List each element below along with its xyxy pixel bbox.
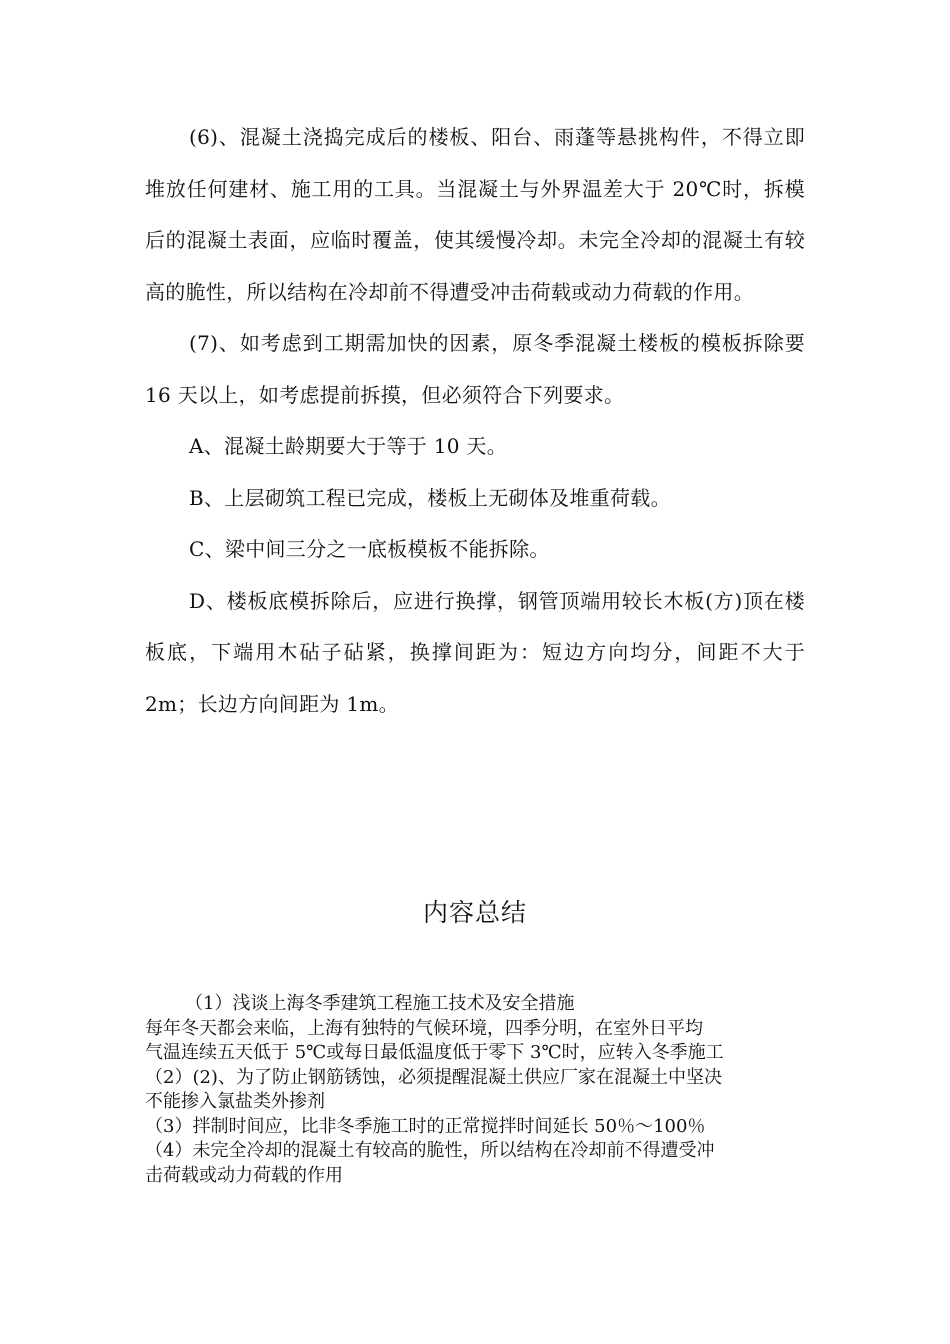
summary-title: 内容总结 <box>422 898 527 927</box>
summary-line: 不能掺入氯盐类外掺剂 <box>145 1091 325 1112</box>
requirement-d: D、楼板底模拆除后，应进行换撑，钢管顶端用较长木板(方)顶在楼板底，下端用木砧子砧紧，换撑间距为：短边方向均分，间距不大于 2m；长边方向间距为 1m。 <box>145 588 805 716</box>
requirement-a: A、混凝土龄期要大于等于 10 天。 <box>189 434 508 458</box>
summary-line: 气温连续五天低于 5℃或每日最低温度低于零下 3℃时，应转入冬季施工 <box>145 1042 724 1063</box>
summary-line: （4）未完全冷却的混凝土有较高的脆性，所以结构在冷却前不得遭受冲 <box>145 1140 715 1161</box>
paragraph-6: (6)、混凝土浇捣完成后的楼板、阳台、雨蓬等悬挑构件，不得立即堆放任何建材、施工用的工具。当混凝土与外界温差大于 20℃时，拆模后的混凝土表面，应临时覆盖，使其缓慢冷却。未完全冷却的混凝土有较高的脆性，所以结构在冷却前不得遭受冲击荷载或动力荷载的作用。 <box>145 125 805 304</box>
requirement-b: B、上层砌筑工程已完成，楼板上无砌体及堆重荷载。 <box>189 485 671 510</box>
paragraph-7: (7)、如考虑到工期需加快的因素，原冬季混凝土楼板的模板拆除要 16 天以上，如考虑提前拆摸，但必须符合下列要求。 <box>145 331 805 407</box>
summary-line: （3）拌制时间应，比非冬季施工时的正常搅拌时间延长 50％～100％ <box>145 1115 706 1137</box>
summary-block <box>145 992 805 1188</box>
body-text <box>145 112 805 730</box>
summary-line: （2）(2)、为了防止钢筋锈蚀，必须提醒混凝土供应厂家在混凝土中坚决 <box>145 1066 722 1088</box>
requirement-c: C、梁中间三分之一底板模板不能拆除。 <box>189 537 550 561</box>
summary-line: 击荷载或动力荷载的作用 <box>145 1164 343 1186</box>
summary-line: 每年冬天都会来临，上海有独特的气候环境，四季分明，在室外日平均 <box>145 1017 703 1039</box>
summary-line: （1）浅谈上海冬季建筑工程施工技术及安全措施 <box>185 993 575 1014</box>
